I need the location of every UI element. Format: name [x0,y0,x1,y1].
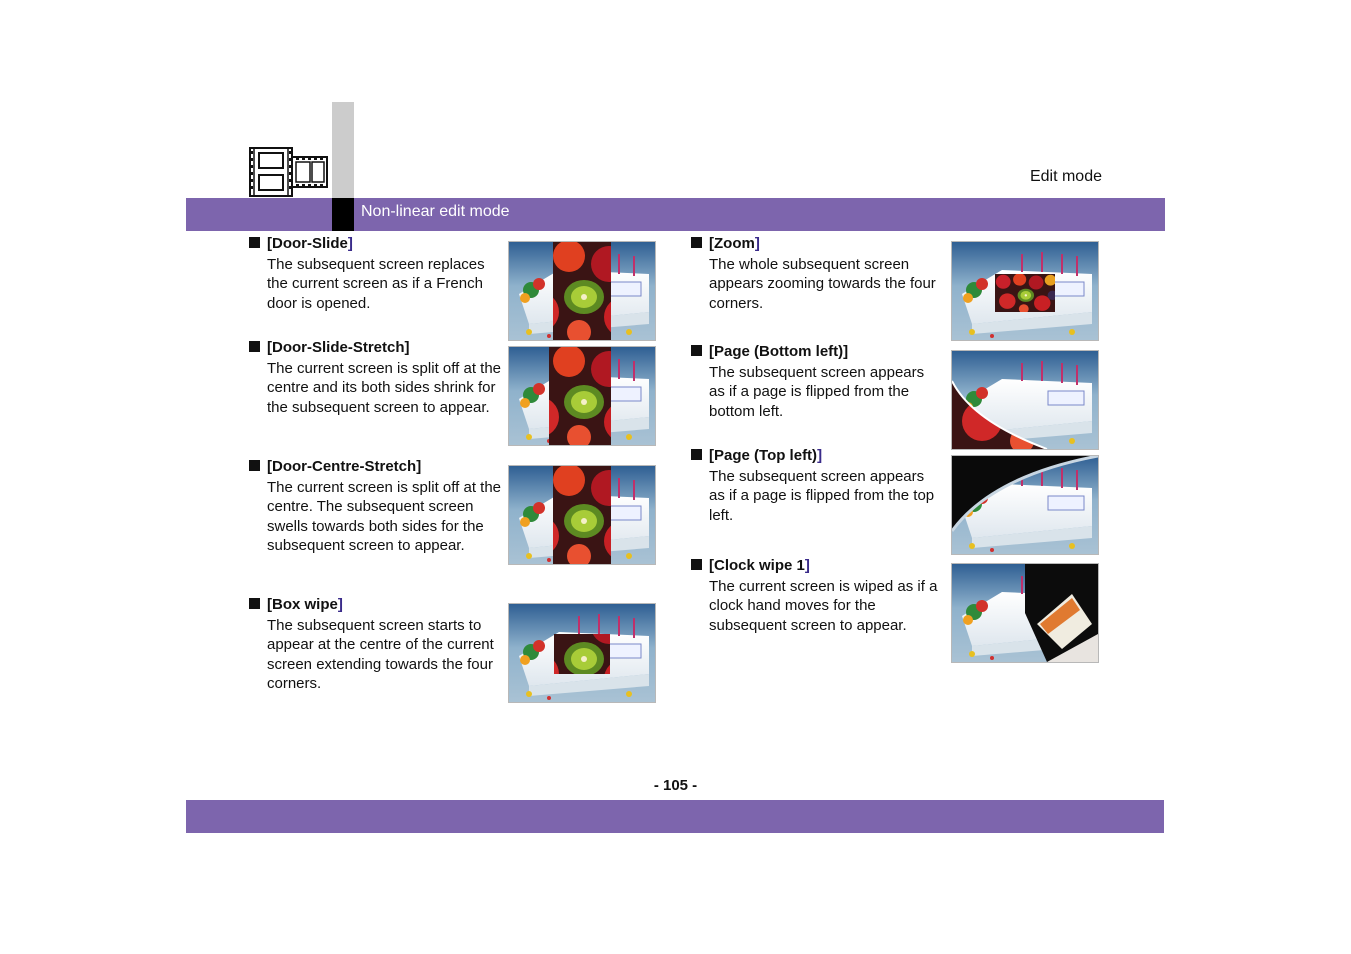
page-bottom-left-thumbnail [951,350,1099,450]
item-description: The whole subsequent screen appears zooming towards the four corners. [709,256,936,312]
item-heading: [Page (Top left)] [691,446,944,466]
bullet-square-icon [691,559,702,570]
bullet-square-icon [249,341,260,352]
footer-bar [186,800,1164,833]
item-description: The current screen is split off at the centre and its both sides shrink for the subsequent screen to appear. [267,360,502,416]
door-slide-stretch-thumbnail [508,346,656,446]
item-heading: [Clock wipe 1] [691,556,944,576]
box-wipe-thumbnail [508,603,656,703]
bullet-square-icon [249,237,260,248]
item-box-wipe [249,595,502,694]
film-strip-icon [249,145,329,199]
item-description: The subsequent screen replaces the current screen as if a French door is opened. [267,256,485,312]
header-black-tab [332,198,354,231]
item-description: The subsequent screen appears as if a page is flipped from the bottom left. [709,364,925,420]
item-description: The current screen is split off at the centre. The subsequent screen swells towards both sides for the subsequent screen to appear. [267,479,502,555]
zoom-thumbnail [951,241,1099,341]
item-zoom [691,234,944,313]
item-heading: [Door-Slide] [249,234,502,254]
item-description: The subsequent screen starts to appear at the centre of the current screen extending towards the four corners. [267,617,494,693]
page-number: - 105 - [653,777,698,794]
item-heading: [Box wipe] [249,595,502,615]
header-bar [186,198,1165,231]
item-description: The subsequent screen appears as if a page is flipped from the top left. [709,468,935,524]
page-top-left-thumbnail [951,455,1099,555]
door-slide-thumbnail [508,241,656,341]
item-door-slide-stretch [249,338,502,417]
item-page-top-left [691,446,944,525]
item-door-slide [249,234,502,313]
item-heading: [Door-Centre-Stretch] [249,457,502,477]
edit-mode-label: Edit mode [1029,168,1102,185]
item-clock-wipe-1 [691,556,944,635]
item-heading: [Zoom] [691,234,944,254]
header-grey-strip [332,102,354,198]
bullet-square-icon [691,237,702,248]
item-page-bottom-left [691,342,944,421]
bullet-square-icon [691,345,702,356]
bullet-square-icon [249,460,260,471]
item-door-centre-stretch [249,457,502,556]
bullet-square-icon [691,449,702,460]
door-centre-stretch-thumbnail [508,465,656,565]
clock-wipe-1-thumbnail [951,563,1099,663]
item-heading: [Page (Bottom left)] [691,342,944,362]
item-description: The current screen is wiped as if a clock hand moves for the subsequent screen to appear. [709,578,938,634]
bullet-square-icon [249,598,260,609]
section-title: Non-linear edit mode [361,203,510,220]
item-heading: [Door-Slide-Stretch] [249,338,502,358]
